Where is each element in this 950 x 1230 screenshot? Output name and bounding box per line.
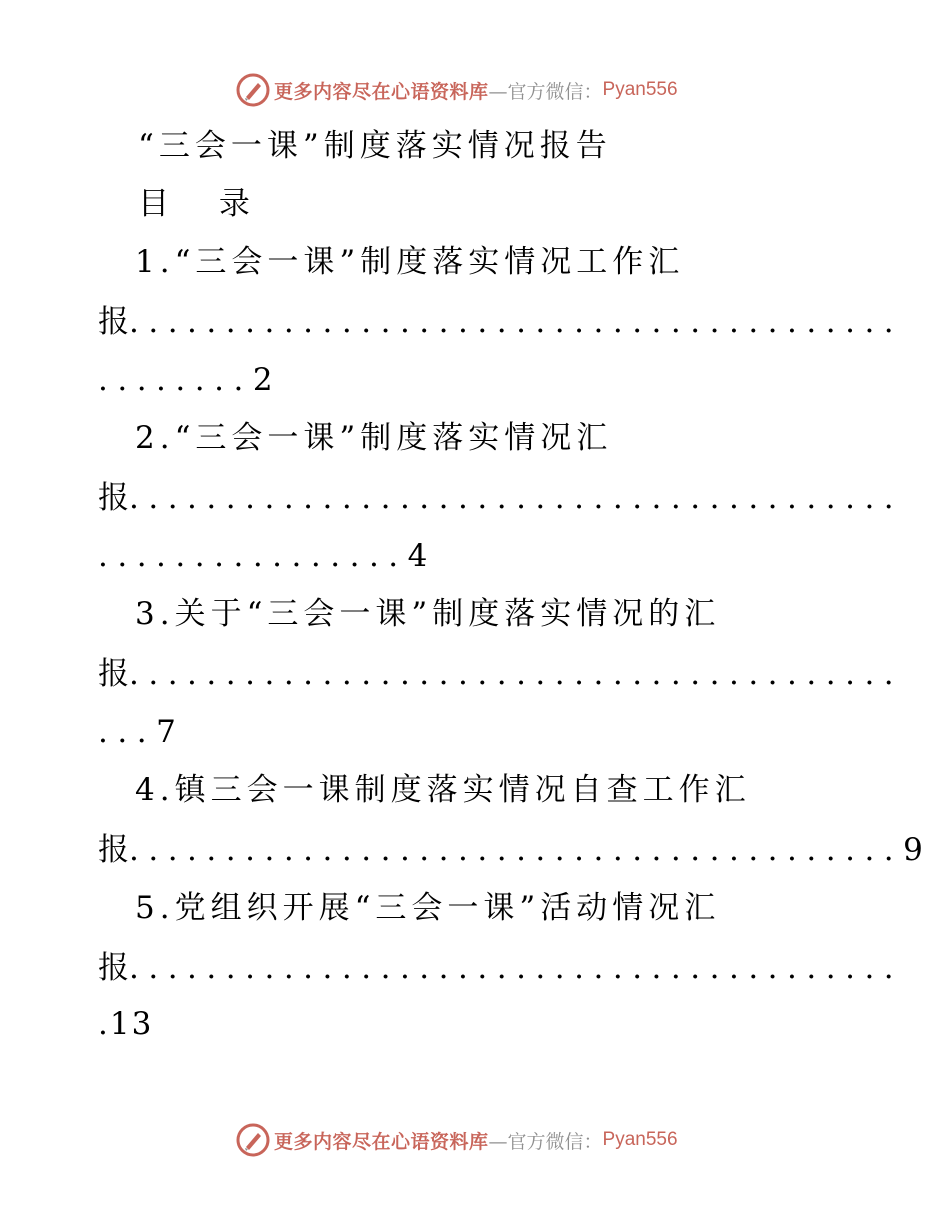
toc-dots: ........................................ <box>129 832 904 868</box>
header-banner <box>236 70 756 110</box>
banner-main-text: 更多内容尽在心语资料库 <box>274 1130 489 1153</box>
banner-dash-text: —官方微信： <box>488 1130 603 1153</box>
toc-entry-1-title: 1.“三会一课”制度落实情况工作汇 <box>135 244 685 280</box>
toc-entry-2-cont <box>98 536 427 576</box>
toc-dots: ................ <box>98 538 408 574</box>
toc-dots: ........................................ <box>129 304 904 340</box>
toc-entry-5-leader <box>98 948 904 988</box>
toc-dots: ........................................ <box>129 656 904 692</box>
pen-logo-icon <box>236 1123 270 1157</box>
toc-entry-4-title: 4.镇三会一课制度落实情况自查工作汇 <box>135 772 751 808</box>
toc-page-number: 2 <box>252 362 273 398</box>
toc-page-number: 9 <box>903 832 923 868</box>
pen-logo-icon <box>236 73 270 107</box>
toc-entry-2-leader <box>98 478 904 518</box>
toc-entry-5-cont <box>98 1004 153 1044</box>
toc-entry-2-title: 2.“三会一课”制度落实情况汇 <box>135 420 613 456</box>
toc-entry-3-cont <box>98 712 176 752</box>
banner-dash-text: —官方微信： <box>488 80 603 103</box>
toc-page-number: 13 <box>109 1006 154 1042</box>
footer-banner <box>236 1120 756 1160</box>
toc-entry-3-title: 3.关于“三会一课”制度落实情况的汇 <box>135 596 721 632</box>
toc-page-number: 7 <box>156 714 176 750</box>
banner-main-text: 更多内容尽在心语资料库 <box>274 80 489 103</box>
toc-dots: ........................................ <box>129 950 904 986</box>
toc-heading: 目 录 <box>138 186 270 222</box>
toc-page-number: 4 <box>407 538 428 574</box>
toc-entry-lead-word: 报 <box>98 480 129 516</box>
toc-entry-lead-word: 报 <box>98 832 129 868</box>
toc-dots: ... <box>98 714 157 750</box>
toc-entry-5-title: 5.党组织开展“三会一课”活动情况汇 <box>135 890 721 926</box>
banner-wechat-id: Pyan556 <box>602 79 678 100</box>
toc-dots: . <box>98 1006 110 1042</box>
toc-entry-4-leader <box>98 830 923 870</box>
toc-entry-lead-word: 报 <box>98 950 129 986</box>
banner-wechat-id: Pyan556 <box>602 1129 678 1150</box>
toc-entry-1-leader <box>98 302 904 342</box>
document-title: “三会一课”制度落实情况报告 <box>138 128 612 164</box>
toc-dots: ........ <box>98 362 253 398</box>
toc-entry-1-cont <box>98 360 273 400</box>
toc-dots: ........................................ <box>129 480 904 516</box>
toc-entry-lead-word: 报 <box>98 656 129 692</box>
toc-entry-3-leader <box>98 654 904 694</box>
toc-entry-lead-word: 报 <box>98 304 129 340</box>
